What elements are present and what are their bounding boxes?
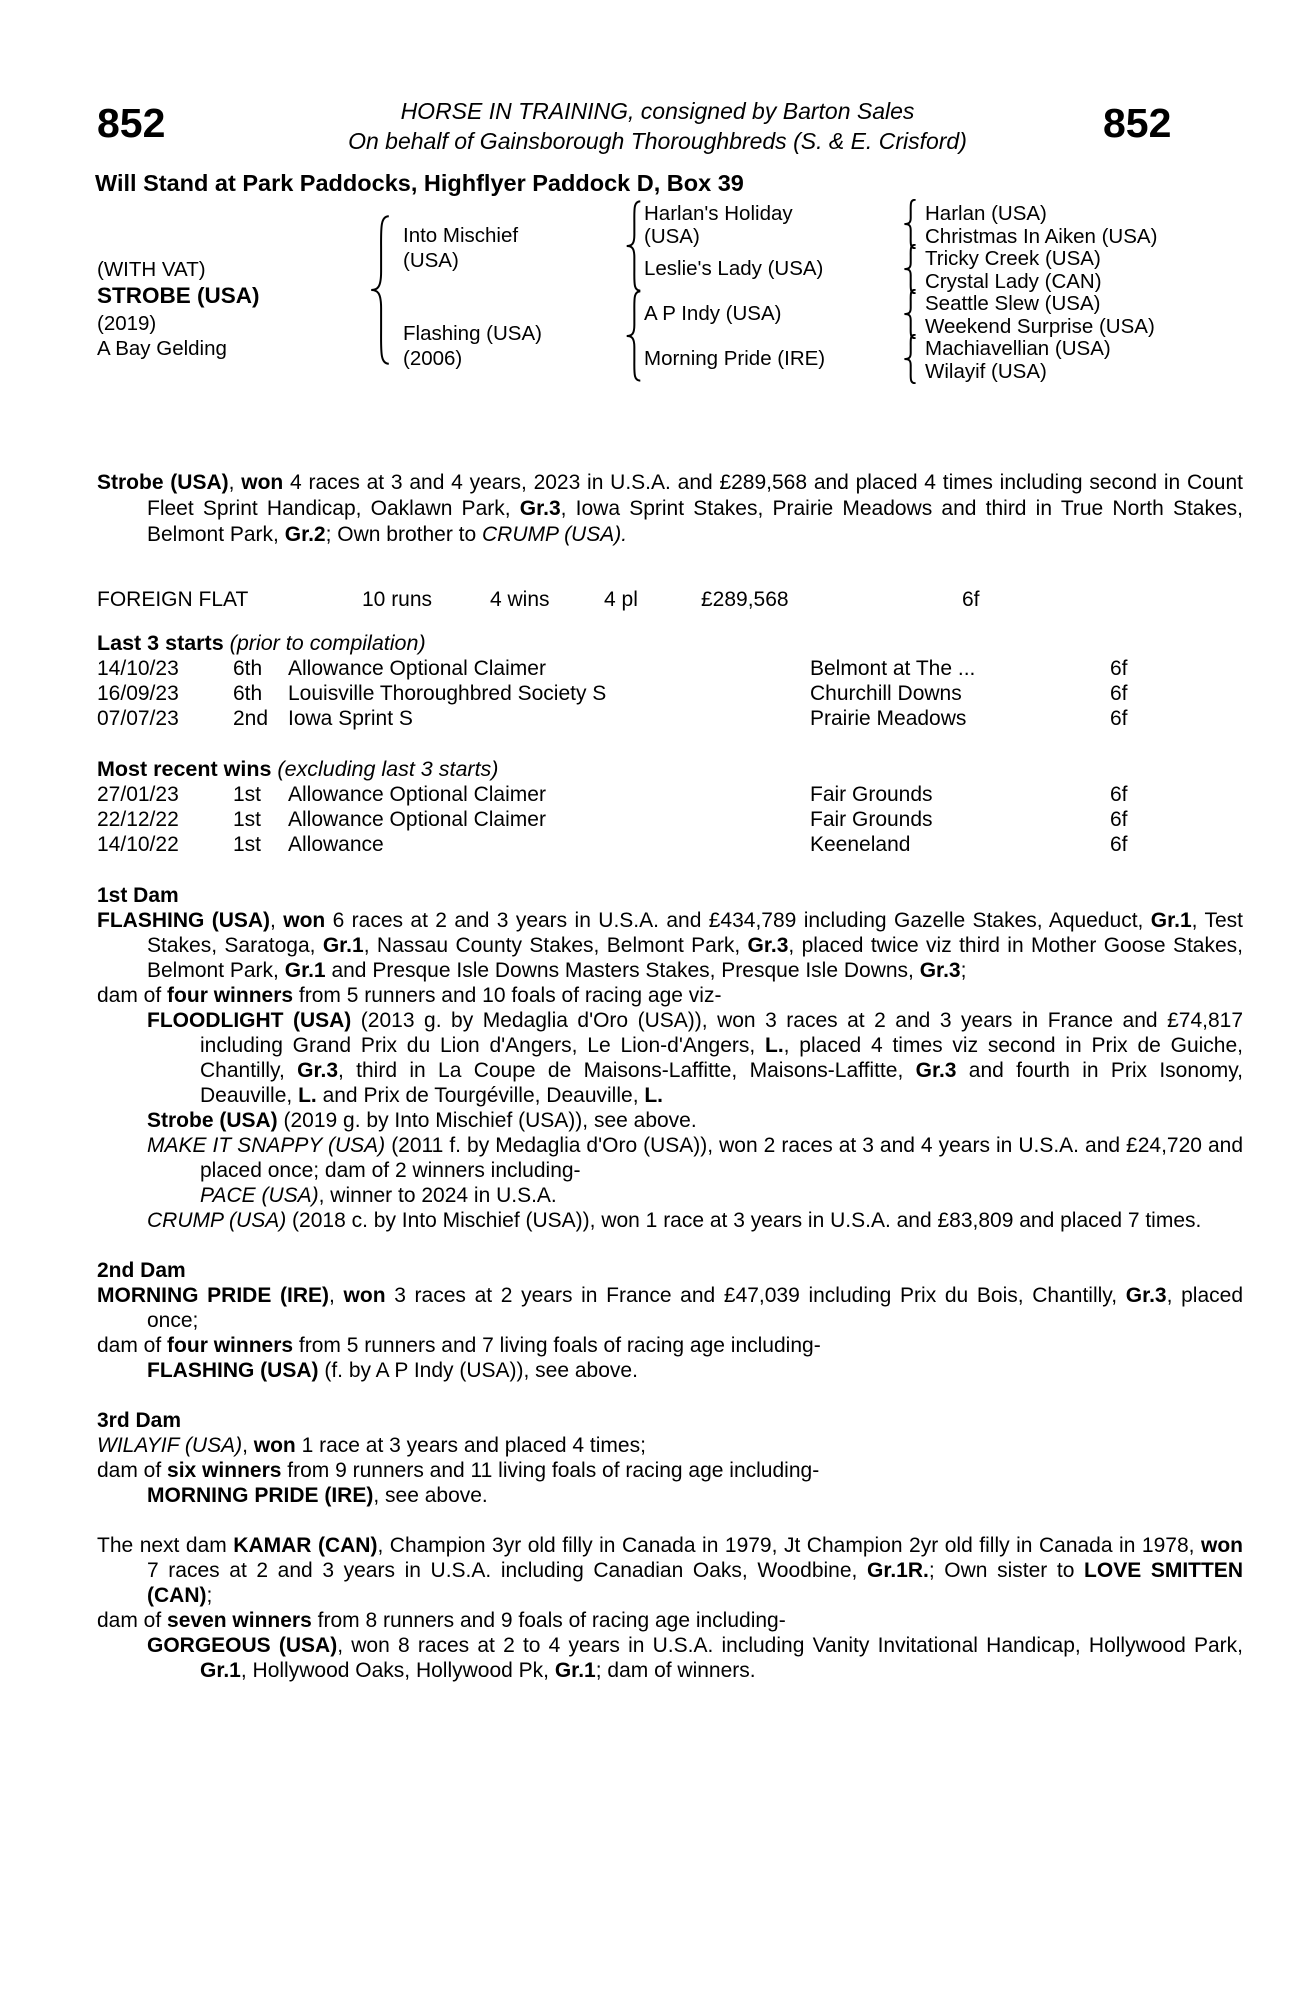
race-row bbox=[97, 657, 1243, 682]
race-pos: 1st bbox=[233, 783, 262, 806]
dam-of-line: dam of four winners from 5 runners and 7 living foals of racing age including- bbox=[97, 1334, 821, 1357]
sire-name: Into Mischief bbox=[403, 224, 519, 247]
race-dist: 6f bbox=[1110, 833, 1128, 856]
race-date: 14/10/22 bbox=[97, 833, 179, 856]
third-dam-heading: 3rd Dam bbox=[97, 1409, 182, 1432]
ancestor-name: Tricky Creek (USA) bbox=[925, 247, 1101, 270]
sire-suffix: (USA) bbox=[403, 249, 459, 272]
race-venue: Churchill Downs bbox=[810, 682, 962, 705]
progeny-paragraph: CRUMP (USA) (2018 c. by Into Mischief (USA)), won 1 race at 3 years in U.S.A. and £83,809 and placed 7 times. bbox=[147, 1209, 1202, 1232]
progeny-paragraph: FLASHING (USA) (f. by A P Indy (USA)), see above. bbox=[147, 1359, 638, 1382]
pedigree-brace-icon bbox=[903, 199, 917, 249]
lot-number-left: 852 bbox=[97, 100, 166, 146]
progeny-paragraph: FLOODLIGHT (USA) (2013 g. by Medaglia d'Oro (USA)), won 3 races at 2 and 3 years in France and £74,817 including Grand Prix du Lion d'Angers, Le Lion-d'Angers, L., placed 4 times viz second in Prix de Guiche, Chantilly, Gr.3, third in La Coupe de Maisons-Laffitte, Maisons-Laffitte, Gr.3 and fourth in Prix Isonomy, Deauville, L. and Prix de Tourgéville, Deauville, L. bbox=[147, 1009, 1243, 1107]
race-record-summary bbox=[97, 470, 1243, 548]
race-row bbox=[97, 707, 1243, 732]
race-venue: Fair Grounds bbox=[810, 783, 933, 806]
race-race: Iowa Sprint S bbox=[288, 707, 413, 730]
ancestor-name: Seattle Slew (USA) bbox=[925, 292, 1101, 315]
last-3-starts-heading: Last 3 starts (prior to compilation) bbox=[97, 631, 426, 655]
race-row bbox=[97, 808, 1243, 833]
dam-of-line: dam of four winners from 5 runners and 10 foals of racing age viz- bbox=[97, 984, 722, 1007]
second-dam-heading: 2nd Dam bbox=[97, 1259, 186, 1282]
race-dist: 6f bbox=[1110, 783, 1128, 806]
race-race: Allowance Optional Claimer bbox=[288, 783, 546, 806]
pedigree-brace-icon bbox=[369, 214, 391, 366]
race-race: Louisville Thoroughbred Society S bbox=[288, 682, 607, 705]
race-venue: Belmont at The ... bbox=[810, 657, 976, 680]
most-recent-wins-heading: Most recent wins (excluding last 3 starts) bbox=[97, 757, 499, 781]
race-venue: Keeneland bbox=[810, 833, 911, 856]
stats-distance: 6f bbox=[962, 588, 980, 611]
race-dist: 6f bbox=[1110, 657, 1128, 680]
career-stats-row bbox=[97, 588, 1243, 613]
dam-of-line: dam of seven winners from 8 runners and 9 foals of racing age including- bbox=[97, 1609, 786, 1632]
summary-paragraph: Strobe (USA), won 4 races at 3 and 4 years, 2023 in U.S.A. and £289,568 and placed 4 times including second in Count Fleet Sprint Handicap, Oaklawn Park, Gr.3, Iowa Sprint Stakes, Prairie Meadows and third in True North Stakes, Belmont Park, Gr.2; Own brother to CRUMP (USA). bbox=[97, 471, 1244, 546]
foaling-year: (2019) bbox=[97, 312, 157, 335]
second-dam-paragraph: MORNING PRIDE (IRE), won 3 races at 2 years in France and £47,039 including Prix du Bois, Chantilly, Gr.3, placed once; bbox=[97, 1284, 1243, 1332]
vat-note: (WITH VAT) bbox=[97, 258, 206, 281]
pedigree-chart bbox=[97, 200, 1243, 385]
on-behalf-line: On behalf of Gainsborough Thoroughbreds (S. & E. Crisford) bbox=[348, 128, 967, 154]
stand-location-line: Will Stand at Park Paddocks, Highflyer Paddock D, Box 39 bbox=[95, 170, 744, 196]
race-date: 22/12/22 bbox=[97, 808, 179, 831]
progeny-paragraph: MORNING PRIDE (IRE), see above. bbox=[147, 1484, 488, 1507]
granddam-name: Leslie's Lady (USA) bbox=[644, 257, 824, 280]
race-date: 07/07/23 bbox=[97, 707, 179, 730]
progeny-paragraph: Strobe (USA) (2019 g. by Into Mischief (USA)), see above. bbox=[147, 1109, 697, 1132]
pedigree-narrative bbox=[97, 883, 1243, 1683]
race-dist: 6f bbox=[1110, 682, 1128, 705]
pedigree-brace-icon bbox=[903, 289, 917, 339]
stats-earnings: £289,568 bbox=[701, 588, 789, 611]
lot-number-right: 852 bbox=[1103, 100, 1172, 146]
damsire-name: A P Indy (USA) bbox=[644, 302, 782, 325]
first-dam-heading: 1st Dam bbox=[97, 884, 179, 907]
most-recent-wins-table bbox=[97, 783, 1243, 858]
ancestor-name: Weekend Surprise (USA) bbox=[925, 315, 1155, 338]
dam-name: Flashing (USA) bbox=[403, 322, 542, 345]
stats-placed: 4 pl bbox=[604, 588, 638, 611]
race-race: Allowance Optional Claimer bbox=[288, 808, 546, 831]
ancestor-name: Crystal Lady (CAN) bbox=[925, 270, 1102, 293]
stats-category: FOREIGN FLAT bbox=[97, 588, 249, 611]
race-row bbox=[97, 833, 1243, 858]
dam-year: (2006) bbox=[403, 347, 463, 370]
first-dam-paragraph: FLASHING (USA), won 6 races at 2 and 3 years in U.S.A. and £434,789 including Gazelle Stakes, Aqueduct, Gr.1, Test Stakes, Saratoga, Gr.1, Nassau County Stakes, Belmont Park, Gr.3, placed twice viz third in Mother Goose Stakes, Belmont Park, Gr.1 and Presque Isle Downs Masters Stakes, Presque Isle Downs, Gr.3; bbox=[97, 909, 1243, 982]
consignor-line: HORSE IN TRAINING, consigned by Barton Sales bbox=[400, 98, 915, 124]
race-date: 14/10/23 bbox=[97, 657, 179, 680]
race-row bbox=[97, 682, 1243, 707]
dam-of-line: dam of six winners from 9 runners and 11 living foals of racing age including- bbox=[97, 1459, 820, 1482]
race-venue: Fair Grounds bbox=[810, 808, 933, 831]
race-pos: 6th bbox=[233, 657, 263, 680]
race-dist: 6f bbox=[1110, 707, 1128, 730]
progeny-paragraph: MAKE IT SNAPPY (USA) (2011 f. by Medaglia d'Oro (USA)), won 2 races at 3 and 4 years in U.S.A. and £24,720 and placed once; dam of 2 winners including- bbox=[147, 1134, 1244, 1182]
race-date: 27/01/23 bbox=[97, 783, 179, 806]
pedigree-brace-icon bbox=[625, 290, 642, 382]
grandsire-name: Harlan's Holiday bbox=[644, 202, 793, 225]
progeny-paragraph: PACE (USA), winner to 2024 in U.S.A. bbox=[200, 1184, 557, 1207]
ancestor-name: Harlan (USA) bbox=[925, 202, 1047, 225]
progeny-paragraph: GORGEOUS (USA), won 8 races at 2 to 4 years in U.S.A. including Vanity Invitational Handicap, Hollywood Park, Gr.1, Hollywood Oaks, Hollywood Pk, Gr.1; dam of winners. bbox=[147, 1634, 1243, 1682]
race-pos: 1st bbox=[233, 808, 262, 831]
last-3-starts-table bbox=[97, 657, 1243, 732]
race-pos: 6th bbox=[233, 682, 263, 705]
race-pos: 1st bbox=[233, 833, 262, 856]
pedigree-brace-icon bbox=[625, 200, 642, 292]
race-venue: Prairie Meadows bbox=[810, 707, 967, 730]
pedigree-brace-icon bbox=[903, 334, 917, 384]
next-dam-paragraph: The next dam KAMAR (CAN), Champion 3yr old filly in Canada in 1979, Jt Champion 2yr old filly in Canada in 1978, won 7 races at 2 and 3 years in U.S.A. including Canadian Oaks, Woodbine, Gr.1R.; Own sister to LOVE SMITTEN (CAN); bbox=[97, 1534, 1243, 1607]
stats-runs: 10 runs bbox=[362, 588, 433, 611]
horse-name: STROBE (USA) bbox=[97, 283, 260, 308]
ancestor-name: Wilayif (USA) bbox=[925, 360, 1047, 383]
race-dist: 6f bbox=[1110, 808, 1128, 831]
race-date: 16/09/23 bbox=[97, 682, 179, 705]
race-row bbox=[97, 783, 1243, 808]
stats-wins: 4 wins bbox=[490, 588, 550, 611]
race-race: Allowance Optional Claimer bbox=[288, 657, 546, 680]
third-dam-paragraph: WILAYIF (USA), won 1 race at 3 years and placed 4 times; bbox=[97, 1434, 646, 1457]
ancestor-name: Christmas In Aiken (USA) bbox=[925, 225, 1158, 248]
horse-description: A Bay Gelding bbox=[97, 337, 227, 360]
second-dam-name: Morning Pride (IRE) bbox=[644, 347, 826, 370]
race-race: Allowance bbox=[288, 833, 384, 856]
grandsire-suffix: (USA) bbox=[644, 225, 700, 248]
pedigree-brace-icon bbox=[903, 244, 917, 294]
ancestor-name: Machiavellian (USA) bbox=[925, 337, 1111, 360]
race-pos: 2nd bbox=[233, 707, 269, 730]
